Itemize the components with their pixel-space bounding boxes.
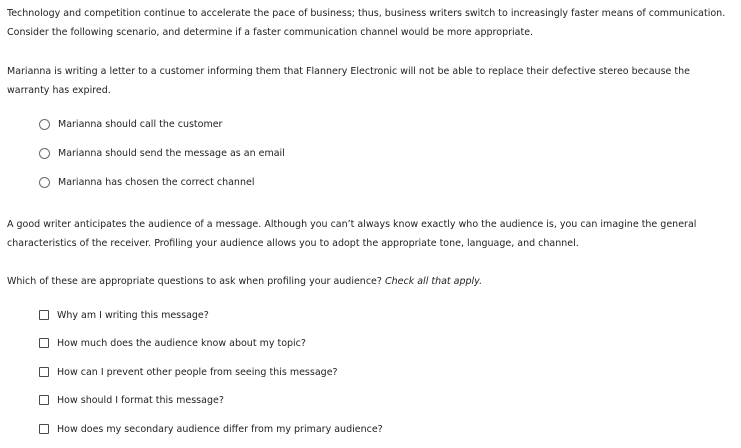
checkbox-option-label: Why am I writing this message? (57, 309, 209, 321)
radio-option-call[interactable] (39, 117, 222, 131)
checkbox[interactable] (39, 310, 49, 320)
checkbox-option-secondary-audience[interactable] (39, 422, 383, 436)
checkbox-option-label: How should I format this message? (57, 394, 224, 406)
radio-button[interactable] (39, 119, 50, 130)
intro-line-2: Consider the following scenario, and determine if a faster communication channel would be more appropriate. (7, 27, 534, 38)
checkbox-option-label: How can I prevent other people from seeing this message? (57, 366, 338, 378)
checkbox-option-format[interactable] (39, 393, 224, 407)
radio-button[interactable] (39, 148, 50, 159)
checkbox-option-label: How much does the audience know about my topic? (57, 337, 306, 349)
checkbox[interactable] (39, 367, 49, 377)
question-instruction: Check all that apply. (384, 276, 483, 287)
profiling-line-1: A good writer anticipates the audience of a message. Although you can’t always know exactly who the audience is, you can imagine the general (7, 219, 697, 230)
scenario-paragraph (7, 62, 735, 100)
radio-button[interactable] (39, 177, 50, 188)
radio-option-label: Marianna should send the message as an email (58, 147, 285, 159)
scenario-line-2: warranty has expired. (7, 85, 111, 96)
profiling-line-2: characteristics of the receiver. Profiling your audience allows you to adopt the appropriate tone, language, and channel. (7, 238, 579, 249)
checkbox[interactable] (39, 395, 49, 405)
checkbox[interactable] (39, 338, 49, 348)
intro-line-1: Technology and competition continue to accelerate the pace of business; thus, business writers switch to increasingly faster means of communication. (7, 8, 726, 19)
radio-option-email[interactable] (39, 146, 285, 160)
profiling-paragraph (7, 215, 735, 253)
intro-paragraph (7, 4, 735, 42)
checkbox[interactable] (39, 424, 49, 434)
checkbox-option-label: How does my secondary audience differ from my primary audience? (57, 423, 383, 435)
scenario-line-1: Marianna is writing a letter to a customer informing them that Flannery Electronic will not be able to replace their defective stereo because the (7, 66, 690, 77)
question-prompt (7, 272, 735, 291)
radio-option-label: Marianna has chosen the correct channel (58, 176, 255, 188)
radio-option-label: Marianna should call the customer (58, 118, 223, 130)
checkbox-option-why-writing[interactable] (39, 308, 209, 322)
radio-option-correct-channel[interactable] (39, 175, 254, 189)
checkbox-option-prevent-others[interactable] (39, 365, 338, 379)
checkbox-option-audience-knowledge[interactable] (39, 336, 306, 350)
question-prompt-text: Which of these are appropriate questions to ask when profiling your audience? (7, 276, 382, 287)
